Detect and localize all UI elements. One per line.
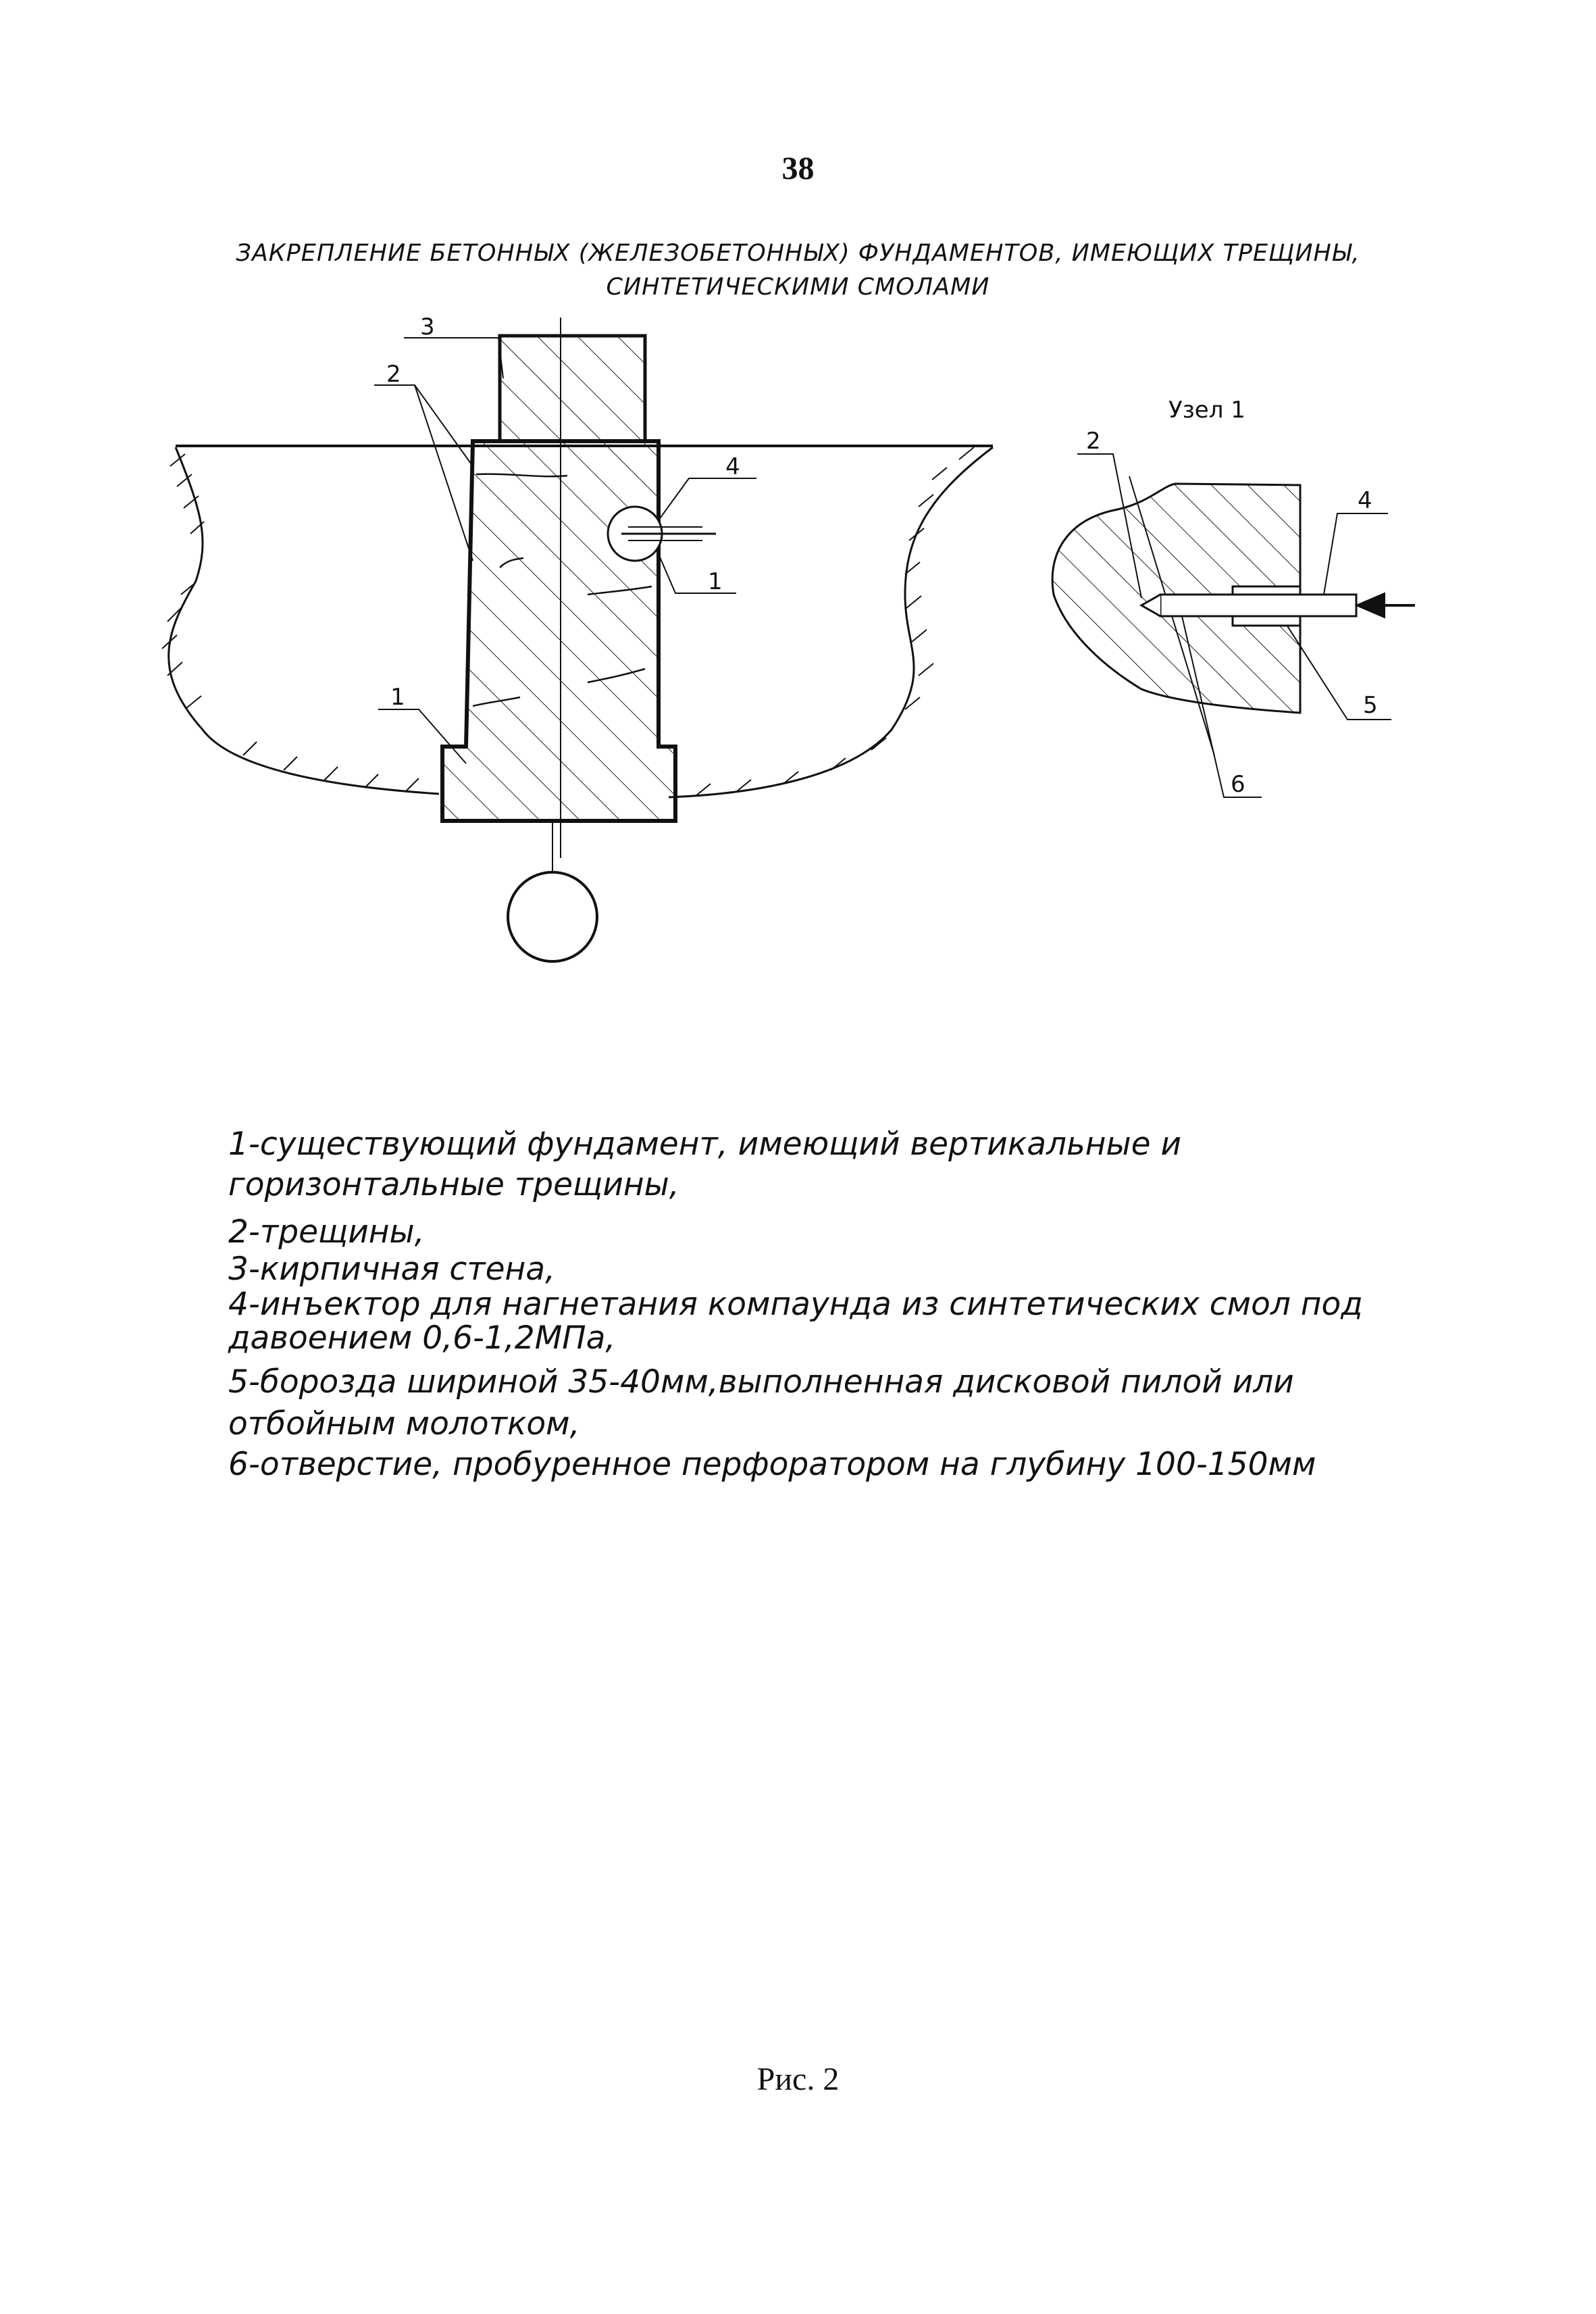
legend-item-4 — [228, 1287, 1417, 1355]
leader-2 — [374, 385, 473, 466]
plumb-circle — [508, 872, 597, 961]
node-title: Узел 1 — [1168, 397, 1245, 424]
node-callout-2: 2 — [1086, 428, 1101, 455]
callout-4: 4 — [725, 453, 740, 480]
node-injector-body — [1160, 595, 1356, 616]
legend-line: отбойным молотком, — [228, 1405, 580, 1442]
node-arrow-head — [1356, 593, 1385, 618]
legend — [228, 1125, 1417, 1484]
legend-line: давоением 0,6-1,2МПа, — [228, 1319, 616, 1357]
legend-line: 5-борозда шириной 35-40мм,выполненная дисковой пилой или — [228, 1363, 1294, 1401]
title-line-1: ЗАКРЕПЛЕНИЕ БЕТОННЫХ (ЖЕЛЕЗОБЕТОННЫХ) ФУНДАМЕНТОВ, ИМЕЮЩИХ ТРЕЩИНЫ, — [236, 240, 1360, 267]
callout-2: 2 — [386, 361, 401, 388]
legend-line: горизонтальные трещины, — [228, 1166, 679, 1203]
callout-1a: 1 — [708, 568, 723, 595]
main-drawing — [162, 318, 993, 961]
pit-left-wall — [169, 447, 439, 794]
page-number: 38 — [781, 151, 815, 186]
legend-item-1 — [228, 1125, 1417, 1206]
legend-line: 3-кирпичная стена, — [228, 1251, 556, 1288]
callout-3: 3 — [420, 313, 435, 341]
node-leader-4 — [1324, 513, 1388, 595]
legend-item-5 — [228, 1361, 1417, 1445]
legend-line: 4-инъектор для нагнетания компаунда из синтетических смол под — [228, 1286, 1363, 1323]
brick-wall — [500, 336, 645, 441]
leader-1a — [659, 554, 736, 593]
figure-caption: Рис. 2 — [756, 2061, 840, 2097]
foundation — [442, 441, 675, 821]
callout-1b: 1 — [390, 684, 405, 711]
node-callout-6: 6 — [1231, 771, 1245, 798]
node-callout-4: 4 — [1358, 487, 1372, 514]
legend-item-2 — [228, 1213, 1417, 1252]
leader-4 — [659, 478, 756, 520]
leader-3 — [404, 338, 503, 378]
legend-item-3 — [228, 1252, 1417, 1287]
pit-right-wall — [669, 447, 993, 797]
legend-line: 1-существующий фундамент, имеющий вертикальные и — [228, 1126, 1182, 1163]
title-line-2: СИНТЕТИЧЕСКИМИ СМОЛАМИ — [606, 274, 990, 301]
legend-line: 6-отверстие, пробуренное перфоратором на глубину 100-150мм — [228, 1446, 1316, 1483]
node-callout-5: 5 — [1363, 692, 1378, 719]
legend-item-6 — [228, 1445, 1417, 1484]
legend-line: 2-трещины, — [228, 1213, 425, 1251]
